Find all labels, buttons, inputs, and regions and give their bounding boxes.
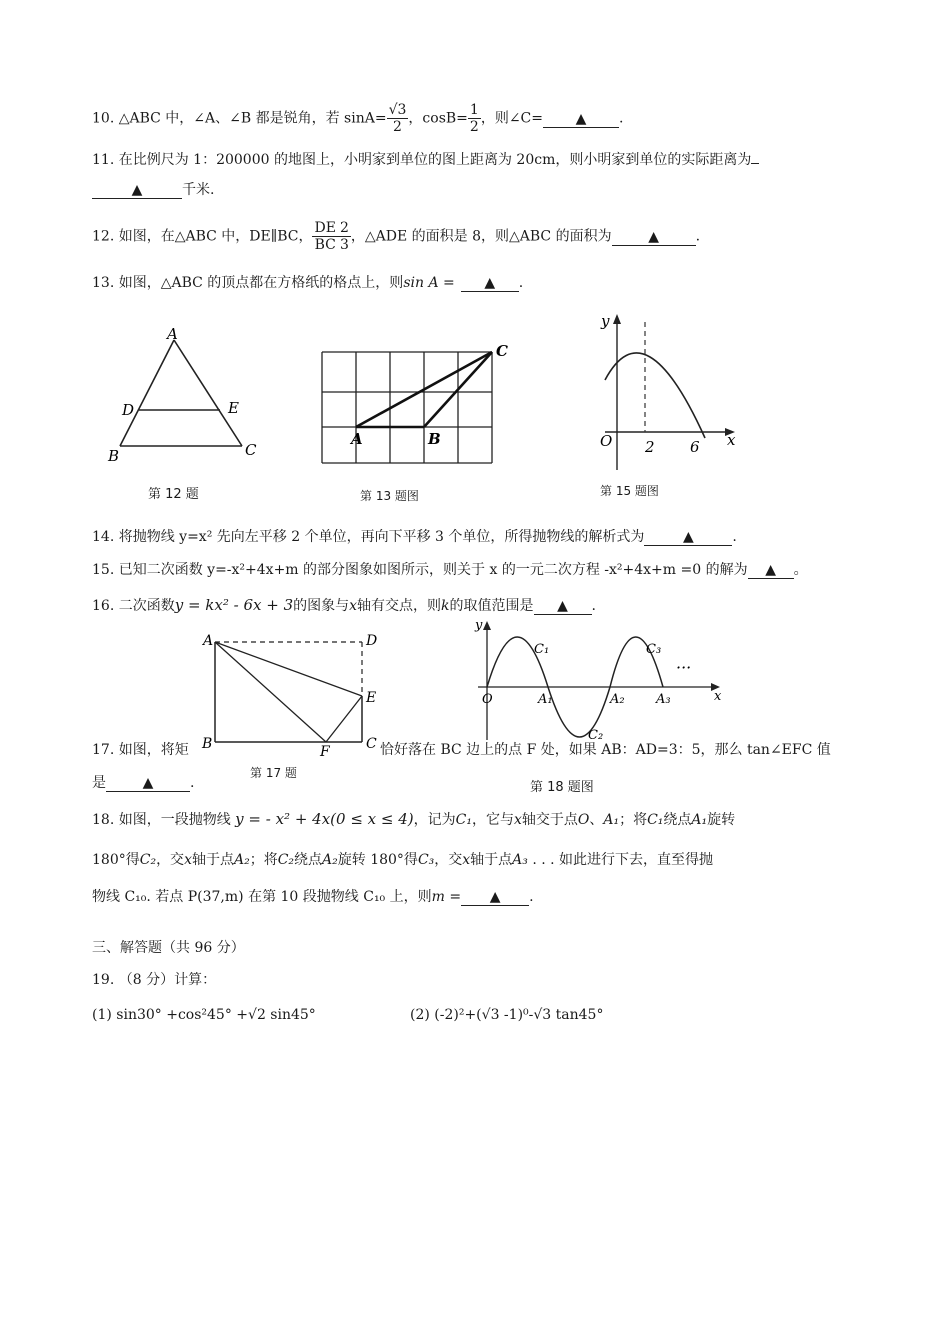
question-16: 16. 二次函数y = kx² - 6x + 3的图象与x轴有交点，则k的取值范围是 ▲ .	[92, 596, 596, 614]
segment-fe	[326, 696, 362, 742]
question-17-line2: 是 ▲ .	[92, 775, 195, 791]
label-origin: O	[482, 692, 493, 707]
label-y: y	[475, 618, 483, 633]
figure-13-grid	[320, 340, 520, 470]
label-c: C	[496, 342, 508, 360]
label-x: x	[727, 431, 736, 449]
caption-12: 第 12 题	[148, 487, 199, 502]
y-axis-arrow	[613, 314, 621, 324]
question-19-title: 19. （8 分）计算：	[92, 972, 217, 988]
label-a1: A₁	[538, 692, 553, 707]
fraction-sqrt3-over-2: $\frac{√3}{2}$	[388, 102, 407, 135]
fraction-de-bc: $\frac{DE}{BC}$	[314, 220, 336, 253]
label-e: E	[228, 399, 239, 417]
fraction-1-over-2: $\frac{1}{2}$	[469, 102, 479, 135]
answer-blank-10[interactable]: ▲	[543, 111, 619, 128]
figure-12-triangle	[100, 325, 270, 470]
label-c: C	[366, 736, 377, 752]
y-axis-arrow	[483, 621, 491, 630]
label-c: C	[245, 441, 257, 459]
figure-17-rectangle	[200, 630, 390, 760]
question-18-line1: 18. 如图，一段抛物线 y = - x² + 4x(0 ≤ x ≤ 4)，记为C₁，它与x轴交于点O、A₁；将C₁绕点A₁旋转	[92, 810, 736, 828]
parabola-curve	[605, 353, 705, 438]
quadratic-expression: y = kx² - 6x + 3	[174, 596, 294, 614]
label-y: y	[601, 312, 610, 330]
question-18-line2: 180°得C₂，交x轴于点A₂；将C₂绕点A₂旋转 180°得C₃，交x轴于点A₃ . . . 如此进行下去，直至得抛	[92, 852, 714, 868]
sin-a-expression: sin A =	[403, 275, 455, 291]
question-18-line3: 物线 C₁₀. 若点 P(37,m) 在第 10 段抛物线 C₁₀ 上，则m = ▲ .	[92, 889, 534, 905]
question-14: 14. 将抛物线 y=x² 先向左平移 2 个单位，再向下平移 3 个单位，所得抛物线的解析式为 ▲ .	[92, 529, 737, 545]
label-b: B	[202, 736, 213, 752]
label-x: x	[714, 689, 722, 704]
label-e: E	[366, 690, 377, 706]
answer-blank-16[interactable]: ▲	[534, 598, 592, 615]
label-d: D	[122, 401, 135, 419]
question-12: 12. 如图，在△ABC 中，DE∥BC， $\frac{DE}{BC}$ $\frac{2}{3}$ ，△ADE 的面积是 8，则△ABC 的面积为 ▲ .	[92, 220, 701, 253]
answer-blank-18[interactable]: ▲	[461, 889, 529, 906]
tick-2: 2	[645, 438, 655, 456]
label-a2: A₂	[610, 692, 625, 707]
grid-lines	[322, 352, 492, 463]
label-a: A	[203, 633, 214, 649]
side-ac	[174, 340, 242, 446]
label-a: A	[351, 430, 363, 448]
question-15: 15. 已知二次函数 y=-x²+4x+m 的部分图象如图所示，则关于 x 的一元二次方程 -x²+4x+m =0 的解为 ▲ 。	[92, 562, 808, 578]
label-c1: C₁	[534, 642, 550, 657]
answer-blank-14[interactable]: ▲	[644, 529, 732, 546]
question-11: 11. 在比例尺为 1：200000 的地图上，小明家到单位的图上距离为 20cm，则小明家到单位的实际距离为	[92, 150, 759, 170]
side-ab	[120, 340, 174, 446]
ellipsis: ···	[676, 658, 692, 677]
caption-15: 第 15 题图	[600, 484, 659, 498]
label-b: B	[428, 430, 441, 448]
caption-13: 第 13 题图	[360, 489, 419, 503]
caption-17: 第 17 题	[250, 766, 297, 780]
caption-18: 第 18 题图	[530, 780, 594, 795]
section-3-title: 三、解答题（共 96 分）	[92, 940, 245, 956]
label-origin: O	[600, 432, 613, 450]
segment-af	[215, 642, 326, 742]
question-17: 17. 如图，将矩	[92, 742, 189, 758]
tick-6: 6	[690, 438, 700, 456]
label-b: B	[108, 447, 120, 465]
label-c2: C₂	[588, 728, 604, 743]
answer-blank-12[interactable]: ▲	[612, 229, 696, 246]
figure-15-parabola	[595, 310, 745, 475]
question-13: 13. 如图，△ABC 的顶点都在方格纸的格点上，则sin A = ▲ .	[92, 275, 524, 291]
answer-blank-15[interactable]: ▲	[748, 562, 794, 579]
question-19-part2: (2) (-2)²+(√3 -1)⁰-√3 tan45°	[410, 1007, 604, 1023]
label-a: A	[167, 325, 178, 343]
label-d: D	[366, 633, 378, 649]
question-17-cont: 恰好落在 BC 边上的点 F 处，如果 AB：AD=3：5，那么 tan∠EFC 值	[380, 742, 831, 758]
label-f: F	[320, 744, 330, 760]
label-c3: C₃	[646, 642, 662, 657]
answer-blank-13[interactable]: ▲	[461, 275, 519, 292]
question-11-line2: ▲ 千米.	[92, 180, 214, 200]
figure-18-parabolas	[470, 615, 730, 745]
fold-ae	[215, 642, 362, 696]
answer-blank-11[interactable]: ▲	[92, 182, 182, 199]
answer-blank-11-start	[751, 163, 759, 164]
question-10: 10. △ABC 中，∠A、∠B 都是锐角，若 sinA= $\frac{√3}{2}$ ，cosB= $\frac{1}{2}$ ，则∠C= ▲ .	[92, 102, 624, 135]
label-a3: A₃	[656, 692, 671, 707]
answer-blank-17[interactable]: ▲	[106, 775, 190, 792]
question-19-part1: (1) sin30° +cos²45° +√2 sin45°	[92, 1007, 316, 1023]
fraction-2-3: $\frac{2}{3}$	[339, 220, 349, 253]
